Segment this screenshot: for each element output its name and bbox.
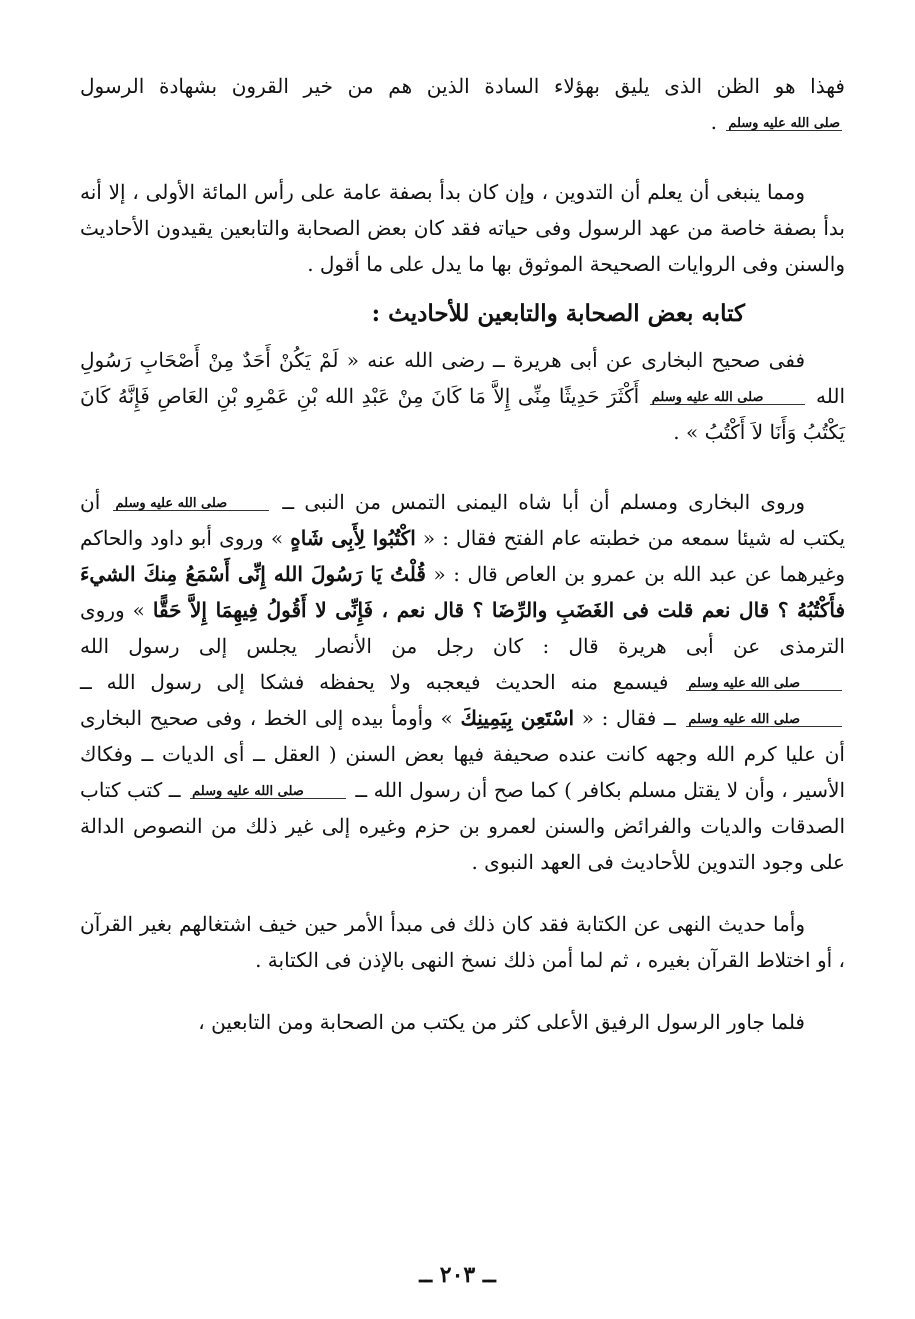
section-heading: كتابه بعض الصحابة والتابعين للأحاديث : xyxy=(371,300,745,327)
page-body xyxy=(80,68,845,1040)
paragraph-3-part-1: ففى صحيح البخارى عن أبى هريرة ــ رضى الله عنه « لَمْ يَكُنْ أَحَدٌ مِنْ أَصْحَابِ رَسُولِ الله xyxy=(80,348,846,408)
salutation-glyph: صلى الله عليه وسلم xyxy=(650,391,806,405)
paragraph-4-text-8: ــ كتب كتاب الصدقات والديات والفرائض والسنن لعمرو بن حزم وغيره إلى غير ذلك من النصوص الدالة على وجود التدوين للأحاديث فى العهد النبوى . xyxy=(80,778,845,874)
paragraph-5: وأما حديث النهى عن الكتابة فقد كان ذلك فى مبدأ الأمر حين خيف اشتغالهم بغير القرآن ، أو اختلاط القرآن بغيره ، ثم لما أمن ذلك نسخ النهى بالإذن فى الكتابة . xyxy=(80,912,845,972)
page-number: ــ ٢٠٣ ــ xyxy=(419,1262,496,1288)
paragraph-3 xyxy=(80,342,845,450)
hadith-quote-1: اكْتُبُوا لِأَبِى شَاهٍ xyxy=(290,526,416,550)
paragraph-4-text-7: » وأومأ بيده إلى الخط ، وفى صحيح البخارى أن عليا كرم الله وجهه كانت عنده صحيفة فيها بعض السنن ( العقل ــ أى الديات ــ وفكاك الأسير ، وأن لا يقتل مسلم بكافر ) كما صح أن رسول الله ــ xyxy=(80,706,846,802)
paragraph-4-text-4: » وروى الترمذى عن أبى هريرة قال : كان رجل من الأنصار يجلس إلى رسول الله xyxy=(80,598,845,658)
paragraph-4-text-6: ــ فقال : « xyxy=(581,706,676,730)
paragraph-4-text-1: وروى البخارى ومسلم أن أبا شاه اليمنى التمس من النبى ــ xyxy=(282,490,806,514)
paragraph-2: ومما ينبغى أن يعلم أن التدوين ، وإن كان بدأ بصفة عامة على رأس المائة الأولى ، إلا أنه بدأ بصفة خاصة من عهد الرسول وفى حياته فقد كان بعض الصحابة والتابعين يقيدون الأحاديث والسنن وفى الروايات الصحيحة الموثوق بها ما يدل على ما أقول . xyxy=(80,180,845,276)
paragraph-4-text-2: أن يكتب له شيئا سمعه من خطبته عام الفتح فقال : « xyxy=(80,490,846,550)
salutation-glyph: صلى الله عليه وسلم xyxy=(728,115,840,131)
paragraph-3-part-2: أَكْثَرَ حَدِيثًا مِنِّى إِلاَّ مَا كَانَ مِنْ عَبْدِ الله بْنِ عَمْرِو بْنِ العَاصِ فَإِنَّهُ كَانَ يَكْتُبُ وَأَنَا لاَ أَكْتُبُ » . xyxy=(80,384,845,444)
salutation-glyph: صلى الله عليه وسلم xyxy=(190,785,346,799)
salutation-glyph: صلى الله عليه وسلم xyxy=(686,677,842,691)
paragraph-4-text-3: » وروى أبو داود والحاكم وغيرهما عن عبد الله بن عمرو بن العاص قال : « xyxy=(80,526,845,586)
paragraph-1-end: . xyxy=(710,110,717,134)
paragraph-1 xyxy=(80,68,845,140)
paragraph-1-text: فهذا هو الظن الذى يليق بهؤلاء السادة الذين هم من خير القرون بشهادة الرسول xyxy=(80,74,845,98)
hadith-quote-3: اسْتَعِن بِيَمِينِكَ xyxy=(460,706,575,730)
paragraph-4 xyxy=(80,484,845,880)
paragraph-4-text-5: فيسمع منه الحديث فيعجبه ولا يحفظه فشكا إلى رسول الله ــ xyxy=(80,670,669,694)
salutation-glyph: صلى الله عليه وسلم xyxy=(686,713,842,727)
paragraph-6: فلما جاور الرسول الرفيق الأعلى كثر من يكتب من الصحابة ومن التابعين ، xyxy=(198,1010,805,1034)
hadith-quote-2: قُلْتُ يَا رَسُولَ الله إِنِّى أَسْمَعُ مِنكَ الشيءَ فأَكْتُبُهُ ؟ قال نعم قلت فى الغَضَبِ والرِّضَا ؟ قال نعم ، فَإِنِّى لا أَقُولُ فِيهِمَا إِلاَّ حَقًّا xyxy=(80,562,846,622)
salutation-glyph: صلى الله عليه وسلم xyxy=(113,497,269,511)
